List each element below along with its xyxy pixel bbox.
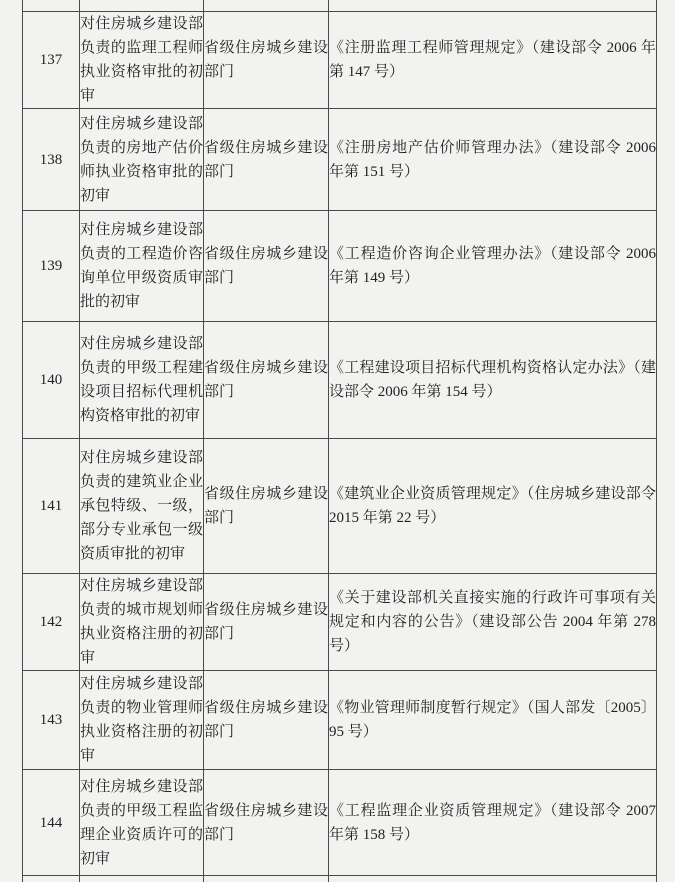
item-cell: 对住房城乡建设部负责的物业管理师执业资格注册的初审 — [80, 671, 204, 770]
item-cell: 对住房城乡建设部负责的房地产估价师执业资格审批的初审 — [80, 109, 204, 211]
basis-cell: 《关于建设部机关直接实施的行政许可事项有关规定和内容的公告》（建设部公告 2004 年第 278 号） — [329, 574, 657, 671]
department-cell: 省级住房城乡建设部门 — [204, 109, 329, 211]
department-cell: 省级住房城乡建设部门 — [204, 211, 329, 322]
row-number-cell: 140 — [23, 322, 80, 439]
table-row — [23, 671, 657, 770]
table-row-partial-bottom — [23, 876, 657, 882]
table-row-partial-top — [23, 0, 657, 12]
row-number-cell: 144 — [23, 770, 80, 876]
empty-cell — [80, 876, 204, 882]
item-cell: 对住房城乡建设部负责的工程造价咨询单位甲级资质审批的初审 — [80, 211, 204, 322]
basis-cell: 《物业管理师制度暂行规定》（国人部发〔2005〕95 号） — [329, 671, 657, 770]
empty-cell — [329, 0, 657, 12]
row-number-cell: 141 — [23, 439, 80, 574]
basis-cell: 《工程建设项目招标代理机构资格认定办法》（建设部令 2006 年第 154 号） — [329, 322, 657, 439]
department-cell: 省级住房城乡建设部门 — [204, 322, 329, 439]
row-number-cell: 139 — [23, 211, 80, 322]
table-row — [23, 574, 657, 671]
row-number-cell: 138 — [23, 109, 80, 211]
empty-cell — [80, 0, 204, 12]
department-cell: 省级住房城乡建设部门 — [204, 12, 329, 109]
basis-cell: 《注册房地产估价师管理办法》（建设部令 2006 年第 151 号） — [329, 109, 657, 211]
basis-cell: 《注册监理工程师管理规定》（建设部令 2006 年第 147 号） — [329, 12, 657, 109]
item-cell: 对住房城乡建设部负责的甲级工程建设项目招标代理机构资格审批的初审 — [80, 322, 204, 439]
row-number-cell: 137 — [23, 12, 80, 109]
table-row — [23, 109, 657, 211]
approval-items-table — [22, 0, 657, 882]
empty-cell — [23, 0, 80, 12]
item-cell: 对住房城乡建设部负责的监理工程师执业资格审批的初审 — [80, 12, 204, 109]
table-row — [23, 211, 657, 322]
department-cell: 省级住房城乡建设部门 — [204, 439, 329, 574]
empty-cell — [204, 0, 329, 12]
basis-cell: 《建筑业企业资质管理规定》（住房城乡建设部令 2015 年第 22 号） — [329, 439, 657, 574]
item-cell: 对住房城乡建设部负责的建筑业企业承包特级、一级，部分专业承包一级资质审批的初审 — [80, 439, 204, 574]
empty-cell — [329, 876, 657, 882]
empty-cell — [204, 876, 329, 882]
table-row — [23, 439, 657, 574]
table-row — [23, 322, 657, 439]
empty-cell — [23, 876, 80, 882]
department-cell: 省级住房城乡建设部门 — [204, 671, 329, 770]
item-cell: 对住房城乡建设部负责的甲级工程监理企业资质许可的初审 — [80, 770, 204, 876]
table-row — [23, 12, 657, 109]
department-cell: 省级住房城乡建设部门 — [204, 770, 329, 876]
basis-cell: 《工程监理企业资质管理规定》（建设部令 2007 年第 158 号） — [329, 770, 657, 876]
row-number-cell: 142 — [23, 574, 80, 671]
row-number-cell: 143 — [23, 671, 80, 770]
basis-cell: 《工程造价咨询企业管理办法》（建设部令 2006 年第 149 号） — [329, 211, 657, 322]
department-cell: 省级住房城乡建设部门 — [204, 574, 329, 671]
table-row — [23, 770, 657, 876]
item-cell: 对住房城乡建设部负责的城市规划师执业资格注册的初审 — [80, 574, 204, 671]
